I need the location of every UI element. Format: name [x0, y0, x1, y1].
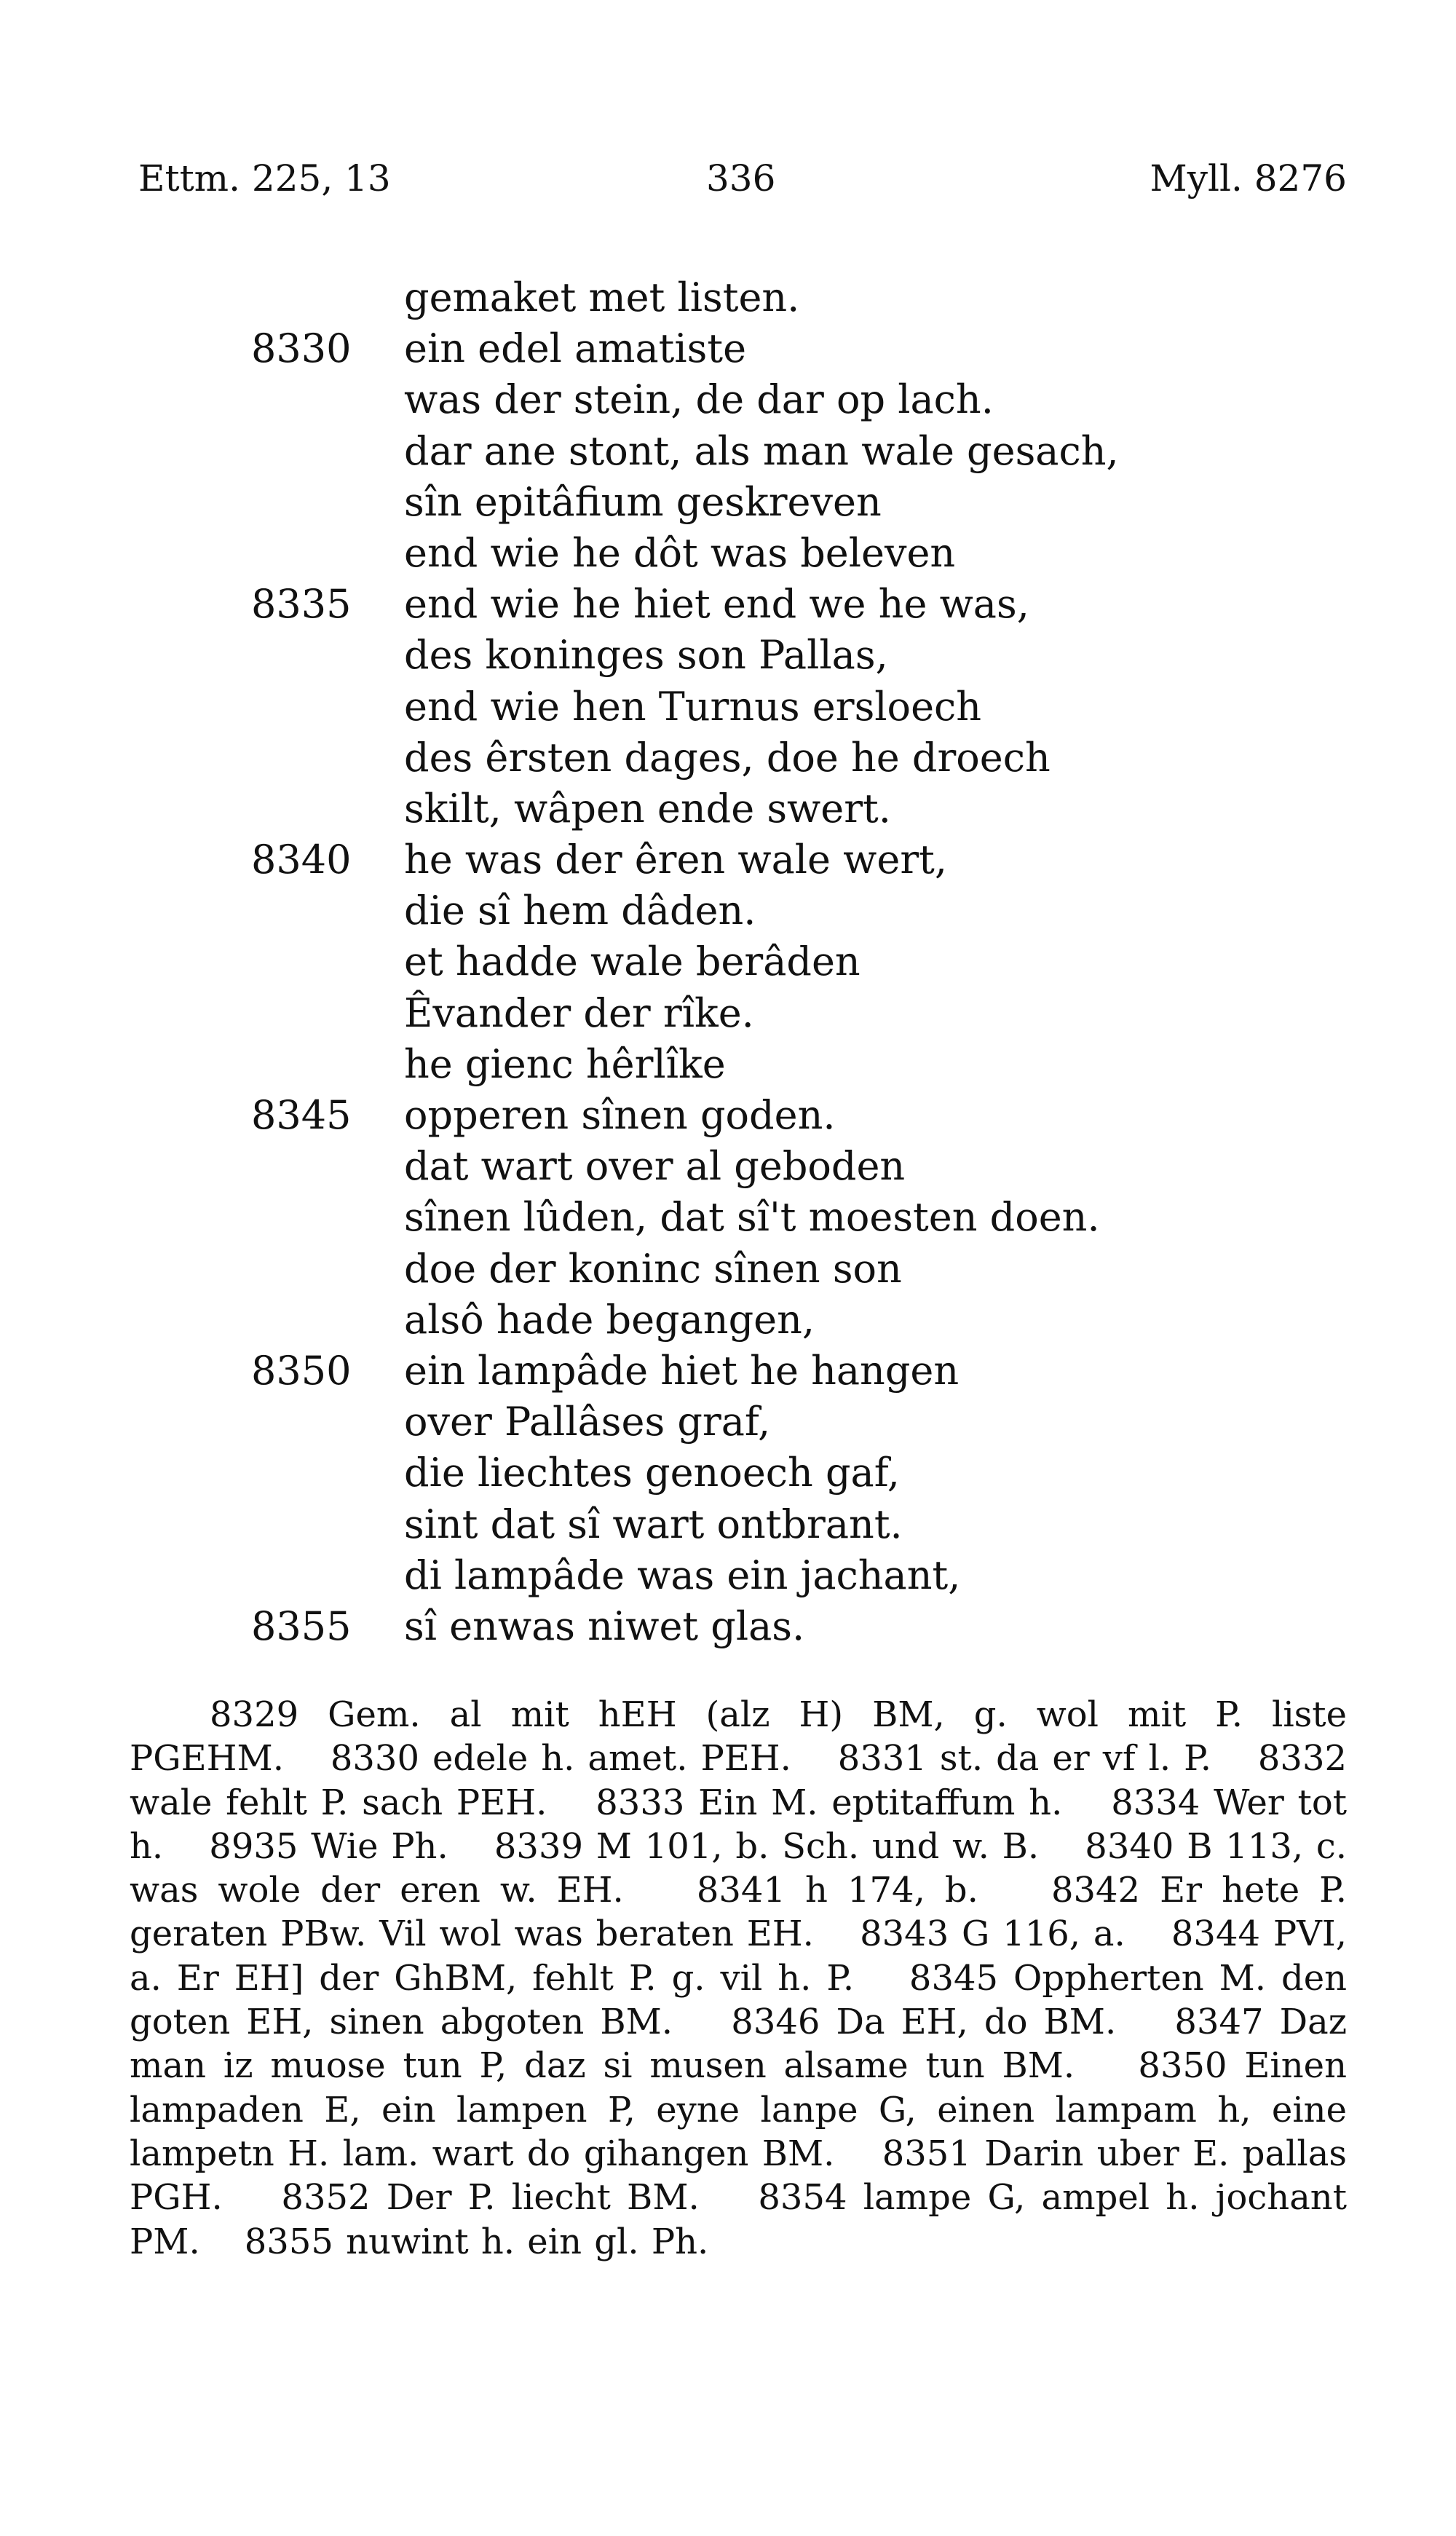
- verse-line: [0, 528, 1456, 579]
- verse-line: [0, 630, 1456, 681]
- verse-text: die sî hem dâden.: [404, 888, 756, 934]
- verse-line: [0, 1244, 1456, 1295]
- verse-text: sî enwas niwet glas.: [404, 1603, 805, 1649]
- verse-text: die liechtes genoech gaf,: [404, 1450, 900, 1496]
- apparatus-paragraph: [130, 1693, 1347, 2264]
- page-number: 336: [706, 157, 776, 200]
- verse-text: sîn epitâfium geskreven: [404, 478, 882, 525]
- verse-line: [0, 1039, 1456, 1090]
- verse-line: [0, 885, 1456, 936]
- critical-apparatus: [130, 1693, 1347, 2264]
- verse-text: ein edel amatiste: [404, 325, 747, 372]
- verse-line: [0, 1447, 1456, 1498]
- apparatus-entry: 8352 Der P. liecht BM.: [281, 2177, 700, 2219]
- verse-text: opperen sînen goden.: [404, 1092, 836, 1138]
- verse-line: [0, 272, 1456, 323]
- apparatus-entry: 8330 edele h. amet. PEH.: [330, 1738, 791, 1779]
- apparatus-entry: 8339 M 101, b. Sch. und w. B.: [494, 1825, 1040, 1867]
- verse-text: end wie he hiet end we he was,: [404, 581, 1029, 628]
- running-head: [138, 153, 1347, 204]
- verse-line: [0, 988, 1456, 1039]
- verse-text: des êrsten dages, doe he droech: [404, 734, 1051, 781]
- verse-line: [0, 732, 1456, 783]
- verse-line: [0, 936, 1456, 987]
- verse-line: [0, 1090, 1456, 1141]
- verse-line: [0, 579, 1456, 630]
- apparatus-entry: 8345 Oppherten M. den goten EH, sinen abgoten BM.: [130, 1957, 1348, 2043]
- apparatus-entry: 8935 Wie Ph.: [209, 1825, 448, 1867]
- apparatus-entry: 8346 Da EH, do BM.: [731, 2002, 1117, 2043]
- verse-text: sînen lûden, dat sî't moesten doen.: [404, 1194, 1100, 1241]
- verse-text: des koninges son Pallas,: [404, 632, 888, 679]
- verse-line: [0, 374, 1456, 425]
- verse-number: 8355: [251, 1603, 352, 1649]
- verse-number: 8340: [251, 837, 352, 883]
- verse-line: [0, 1295, 1456, 1346]
- apparatus-entry: 8341 h 174, b.: [696, 1870, 978, 1911]
- verse-text: di lampâde was ein jachant,: [404, 1552, 961, 1598]
- verse-line: [0, 1499, 1456, 1550]
- verse-line: [0, 1346, 1456, 1397]
- apparatus-entry: 8351 Darin uber E. pallas PGH.: [130, 2133, 1348, 2219]
- verse-text: gemaket met listen.: [404, 274, 800, 320]
- apparatus-entry: 8343 G 116, a.: [860, 1913, 1125, 1955]
- verse-number: 8330: [251, 325, 352, 372]
- apparatus-entry: 8354 lampe G, ampel h. jochant PM.: [130, 2177, 1348, 2262]
- verse-text: ein lampâde hiet he hangen: [404, 1347, 960, 1394]
- running-head-left: Ettm. 225, 13: [138, 157, 391, 200]
- verse-number: 8350: [251, 1347, 352, 1394]
- apparatus-entry: 8333 Ein M. eptitaffum h.: [596, 1782, 1063, 1823]
- verse-text: dat wart over al geboden: [404, 1143, 906, 1190]
- verse-text: over Pallâses graf,: [404, 1399, 771, 1445]
- verse-text: end wie he dôt was beleven: [404, 529, 956, 576]
- verse-number: 8335: [251, 581, 352, 628]
- verse-text: end wie hen Turnus ersloech: [404, 683, 982, 730]
- apparatus-entry: 8344 PVI, a. Er EH] der GhBM, fehlt P. g. vil h. P.: [130, 1913, 1348, 1999]
- verse-line: [0, 1550, 1456, 1601]
- verse-line: [0, 1397, 1456, 1447]
- verse-text: he gienc hêrlîke: [404, 1040, 726, 1087]
- verse-line: [0, 426, 1456, 477]
- verse-line: [0, 783, 1456, 834]
- verse-line: [0, 1601, 1456, 1652]
- apparatus-entry: 8334 Wer tot h.: [130, 1782, 1348, 1867]
- apparatus-entry: 8331 st. da er vf l. P.: [837, 1738, 1211, 1779]
- verse-text: he was der êren wale wert,: [404, 837, 948, 883]
- verse-text: was der stein, de dar op lach.: [404, 376, 994, 423]
- verse-block: [0, 272, 1456, 1652]
- verse-number: 8345: [251, 1092, 352, 1138]
- apparatus-entry: 8350 Einen lampaden E, ein lampen P, eyne lanpe G, einen lampam h, eine lampetn H. lam. wart do gihangen BM.: [130, 2045, 1348, 2174]
- verse-text: et hadde wale berâden: [404, 939, 860, 985]
- verse-line: [0, 834, 1456, 885]
- apparatus-entry: 8342 Er hete P. geraten PBw. Vil wol was beraten EH.: [130, 1870, 1347, 1955]
- apparatus-entry: 8340 B 113, c. was wole der eren w. EH.: [130, 1825, 1348, 1911]
- running-head-right: Myll. 8276: [1150, 157, 1347, 200]
- verse-text: alsô hade begangen,: [404, 1296, 815, 1343]
- verse-text: sint dat sî wart ontbrant.: [404, 1501, 903, 1547]
- verse-line: [0, 323, 1456, 374]
- apparatus-entry: 8329 Gem. al mit hEH (alz H) BM, g. wol mit P. liste PGEHM.: [130, 1694, 1347, 1779]
- verse-text: skilt, wâpen ende swert.: [404, 785, 891, 831]
- apparatus-entry: 8347 Daz man iz muose tun P, daz si musen alsame tun BM.: [130, 2002, 1348, 2087]
- verse-text: Êvander der rîke.: [404, 989, 754, 1036]
- verse-text: doe der koninc sînen son: [404, 1245, 902, 1292]
- verse-line: [0, 1192, 1456, 1243]
- verse-line: [0, 682, 1456, 732]
- apparatus-entry: 8332 wale fehlt P. sach PEH.: [130, 1738, 1348, 1823]
- verse-line: [0, 1141, 1456, 1192]
- verse-line: [0, 477, 1456, 528]
- apparatus-entry: 8355 nuwint h. ein gl. Ph.: [244, 2221, 709, 2262]
- verse-text: dar ane stont, als man wale gesach,: [404, 427, 1119, 474]
